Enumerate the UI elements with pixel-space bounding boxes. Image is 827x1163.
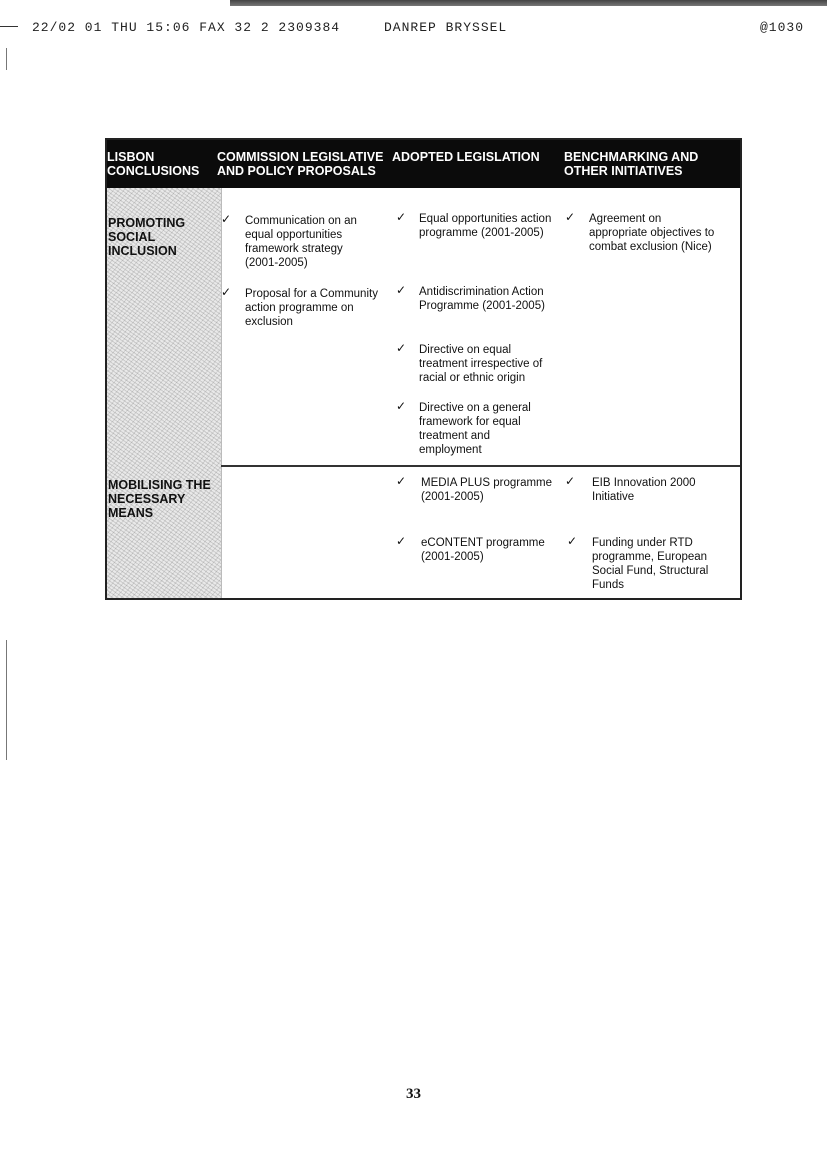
benchmarking-item: EIB Innovation 2000 Initiative bbox=[592, 477, 696, 503]
adopted-item: Directive on a general framework for equal treatment and employment bbox=[419, 402, 531, 456]
header-commission-proposals: COMMISSION LEGISLATIVE AND POLICY PROPOSALS bbox=[217, 150, 384, 178]
margin-mark bbox=[6, 640, 7, 760]
adopted-item: Directive on equal treatment irrespective of racial or ethnic origin bbox=[419, 344, 543, 384]
fax-header-center: DANREP BRYSSEL bbox=[384, 20, 508, 35]
adopted-item: eCONTENT programme (2001-2005) bbox=[421, 537, 545, 563]
check-mark-icon: ✓ bbox=[396, 341, 407, 355]
check-mark-icon: ✓ bbox=[567, 534, 578, 548]
conclusion-promoting-social-inclusion: PROMOTING SOCIAL INCLUSION bbox=[108, 216, 186, 258]
header-adopted-legislation: ADOPTED LEGISLATION bbox=[392, 150, 540, 164]
check-mark-icon: ✓ bbox=[396, 399, 407, 413]
check-mark-icon: ✓ bbox=[565, 474, 576, 488]
header-benchmarking: BENCHMARKING AND OTHER INITIATIVES bbox=[564, 150, 699, 178]
adopted-item: Antidiscrimination Action Programme (2001-2005) bbox=[419, 286, 545, 312]
row-divider bbox=[221, 465, 740, 467]
fax-top-line bbox=[230, 0, 827, 6]
adopted-item: Equal opportunities action programme (2001-2005) bbox=[419, 213, 552, 239]
check-mark-icon: ✓ bbox=[396, 534, 407, 548]
proposal-item: Communication on an equal opportunities framework strategy (2001-2005) bbox=[245, 215, 357, 269]
check-mark-icon: ✓ bbox=[565, 210, 576, 224]
check-mark-icon: ✓ bbox=[396, 283, 407, 297]
fax-header bbox=[0, 14, 827, 36]
check-mark-icon: ✓ bbox=[221, 285, 232, 299]
margin-mark bbox=[6, 48, 7, 70]
table-header-row bbox=[107, 140, 740, 188]
fax-header-right: @1030 bbox=[760, 20, 805, 35]
proposal-item: Proposal for a Community action programme on exclusion bbox=[245, 288, 378, 328]
check-mark-icon: ✓ bbox=[221, 212, 232, 226]
conclusions-column bbox=[107, 188, 222, 598]
conclusion-mobilising-means: MOBILISING THE NECESSARY MEANS bbox=[108, 478, 211, 520]
benchmarking-item: Funding under RTD programme, European Social Fund, Structural Funds bbox=[592, 537, 709, 591]
header-lisbon-conclusions: LISBON CONCLUSIONS bbox=[107, 150, 200, 178]
page-number: 33 bbox=[406, 1086, 421, 1102]
adopted-item: MEDIA PLUS programme (2001-2005) bbox=[421, 477, 553, 503]
fax-header-left: 22/02 01 THU 15:06 FAX 32 2 2309384 bbox=[32, 20, 341, 35]
policy-table bbox=[105, 138, 742, 600]
check-mark-icon: ✓ bbox=[396, 474, 407, 488]
check-mark-icon: ✓ bbox=[396, 210, 407, 224]
benchmarking-item: Agreement on appropriate objectives to combat exclusion (Nice) bbox=[589, 213, 715, 253]
